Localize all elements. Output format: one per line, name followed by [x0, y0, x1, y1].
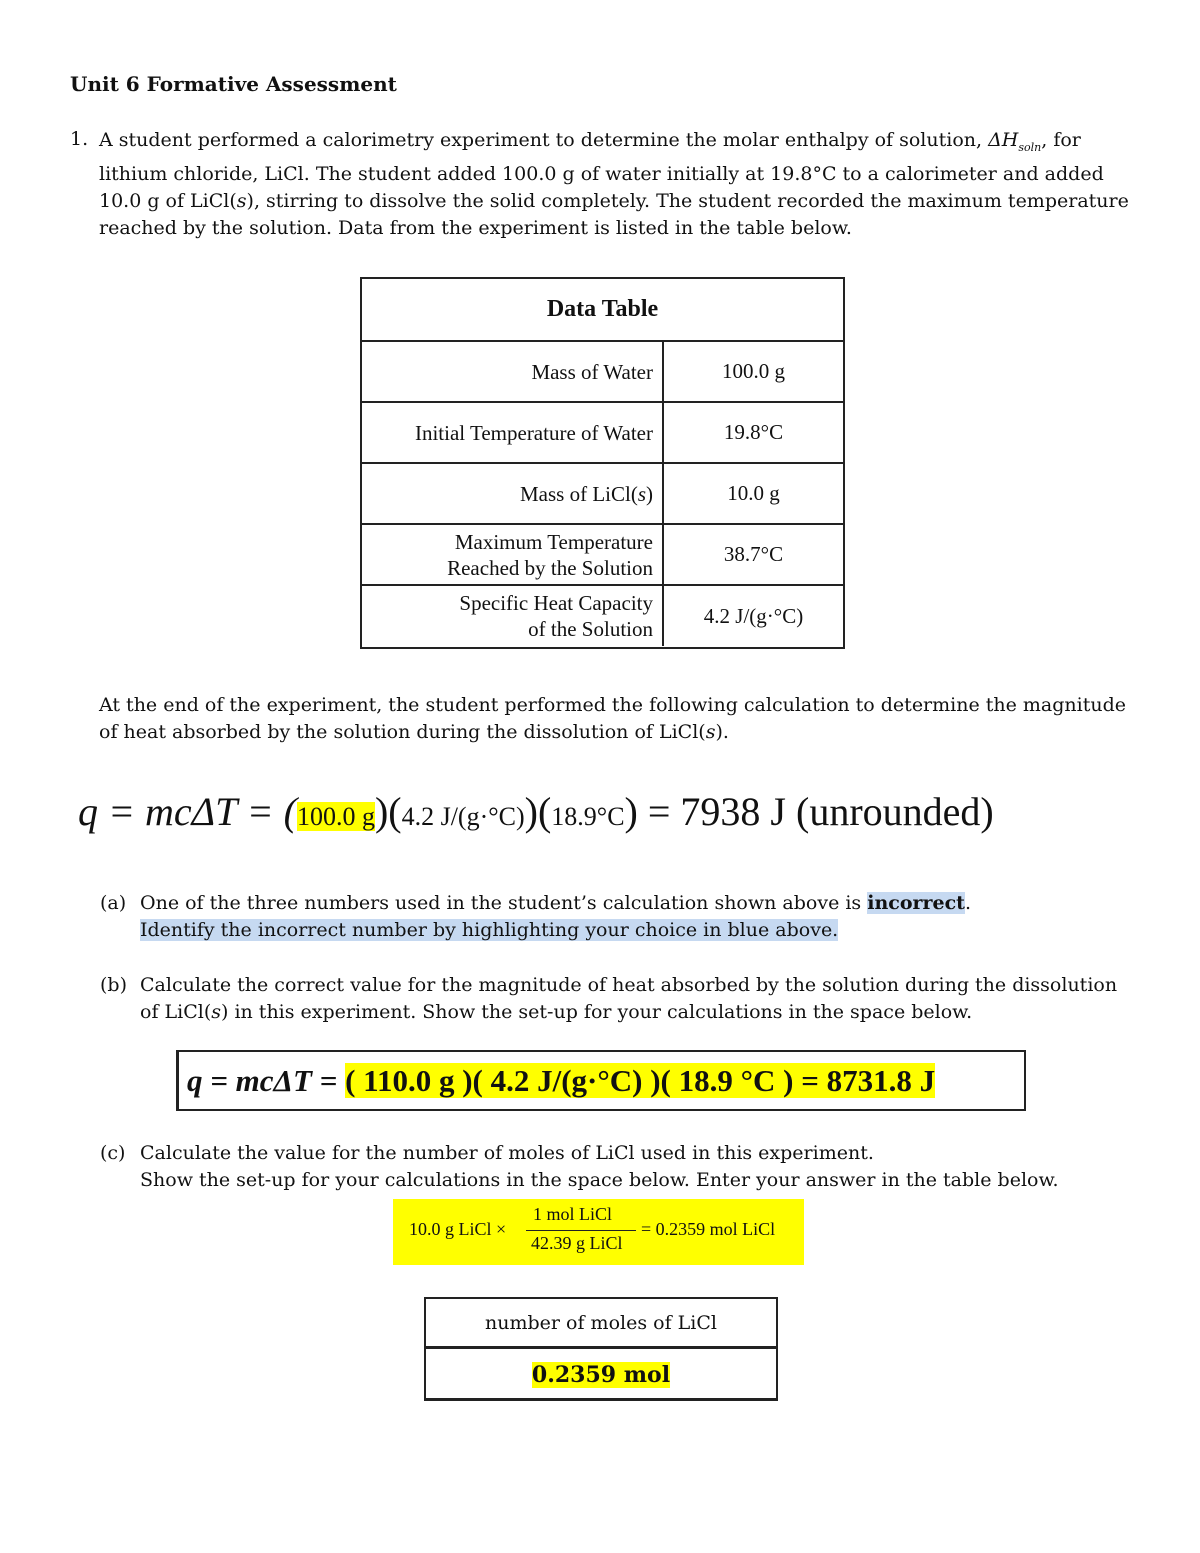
row-label: [362, 464, 664, 523]
row-label-line1: Maximum Temperature: [454, 529, 653, 554]
answer-highlighted: ( 110.0 g )( 4.2 J/(g·°C) )( 18.9 °C ) = 8731.8 J: [345, 1063, 936, 1098]
part-c-line1: Calculate the value for the number of moles of LiCl used in this experiment.: [140, 1142, 874, 1164]
moles-answer: 0.2359 mol: [531, 1362, 671, 1388]
equation-mass-highlighted[interactable]: 100.0 g: [296, 802, 375, 831]
row-label: [362, 525, 664, 584]
intro-text-c: ), stirring to dissolve the solid completely. The student recorded the maximum temperature reached by the solution. Data from the experiment is listed in the table below.: [99, 189, 1129, 239]
part-b-answer-box[interactable]: [176, 1050, 1026, 1111]
data-table: [360, 277, 845, 649]
page-title: Unit 6 Formative Assessment: [70, 72, 397, 96]
moles-table-header: number of moles of LiCl: [426, 1299, 776, 1349]
row-label-line2: Reached by the Solution: [447, 555, 653, 580]
calculation-intro: [99, 692, 1139, 746]
table-row: [362, 403, 843, 464]
fraction-bar: [526, 1230, 636, 1231]
student-equation: [78, 788, 994, 835]
part-b-text-a: Calculate the correct value for the magnitude of heat absorbed by the solution during the dissolution of LiCl(: [140, 974, 1118, 1023]
equation-delta-t[interactable]: 18.9°C: [551, 802, 625, 831]
part-b: [100, 972, 1140, 1026]
moles-answer-cell[interactable]: [426, 1349, 776, 1401]
part-a-instruction: Identify the incorrect number by highlighting your choice in blue above.: [140, 919, 839, 941]
equation-lhs: q = mcΔT = (: [78, 789, 297, 834]
question-intro: [99, 127, 1139, 242]
row-label: [362, 586, 664, 646]
part-c: [100, 1140, 1140, 1194]
part-a-label: (a): [100, 892, 127, 914]
row-label-text-b: ): [646, 481, 653, 506]
row-label: Mass of Water: [362, 342, 664, 401]
part-c-line2: Show the set-up for your calculations in the space below. Enter your answer in the table below.: [140, 1169, 1059, 1191]
row-value: 19.8°C: [723, 420, 784, 444]
row-label: Initial Temperature of Water: [362, 403, 664, 462]
part-a-line1-text: One of the three numbers used in the student’s calculation shown above is: [140, 892, 868, 914]
part-a: [100, 890, 1140, 944]
part-b-state: s: [211, 1001, 221, 1023]
row-label-text-a: Mass of LiCl(: [519, 481, 638, 506]
part-c-label: (c): [100, 1142, 126, 1164]
part-b-label: (b): [100, 974, 127, 996]
intro-text-b: , for lithium chloride, LiCl. The student added 100.0 g of water initially at 19.8°C to a calorimeter and added 10.0 g of LiCl(: [99, 129, 1104, 212]
part-b-text-b: ) in this experiment. Show the set-up for your calculations in the space below.: [221, 1001, 973, 1023]
row-value: 38.7°C: [723, 542, 784, 566]
table-row: [362, 586, 843, 646]
table-row: [362, 342, 843, 403]
part-a-period: .: [964, 892, 972, 914]
moles-calculation: [393, 1199, 804, 1265]
delta-h-symbol: ΔH: [988, 129, 1019, 151]
row-label-line1: Specific Heat Capacity: [459, 591, 653, 615]
table-row: [362, 525, 843, 586]
equation-paren: )(: [524, 789, 552, 834]
incorrect-keyword: incorrect: [867, 892, 965, 914]
row-value: 4.2 J/(g·°C): [703, 603, 804, 628]
intro-solid-state: s: [236, 189, 247, 212]
table-row: [362, 464, 843, 525]
data-table-heading: Data Table: [362, 279, 843, 342]
question-number: 1.: [70, 128, 89, 150]
row-value: 10.0 g: [727, 481, 780, 505]
calc-intro-state: s: [705, 721, 716, 743]
answer-lhs: q = mcΔT =: [187, 1063, 346, 1098]
frac-denominator: 42.39 g LiCl: [531, 1233, 623, 1253]
row-label-state: s: [637, 481, 646, 506]
row-value: 100.0 g: [722, 359, 785, 383]
moles-table: [424, 1297, 778, 1401]
soln-subscript: soln: [1018, 140, 1042, 154]
equation-paren: )(: [374, 789, 402, 834]
calc-intro-text-a: At the end of the experiment, the student performed the following calculation to determine the magnitude of heat absorbed by the solution during the dissolution of LiCl(: [99, 694, 1127, 743]
frac-numerator: 1 mol LiCl: [533, 1204, 613, 1224]
equation-rhs: ) = 7938 J (unrounded): [624, 789, 994, 834]
equation-specific-heat[interactable]: 4.2 J/(g·°C): [401, 802, 525, 831]
intro-text-a: A student performed a calorimetry experiment to determine the molar enthalpy of solution,: [99, 129, 989, 151]
frac-right: = 0.2359 mol LiCl: [641, 1219, 776, 1239]
row-label-line2: of the Solution: [528, 617, 653, 641]
calc-intro-text-b: ).: [715, 721, 729, 743]
frac-left: 10.0 g LiCl ×: [409, 1219, 507, 1239]
